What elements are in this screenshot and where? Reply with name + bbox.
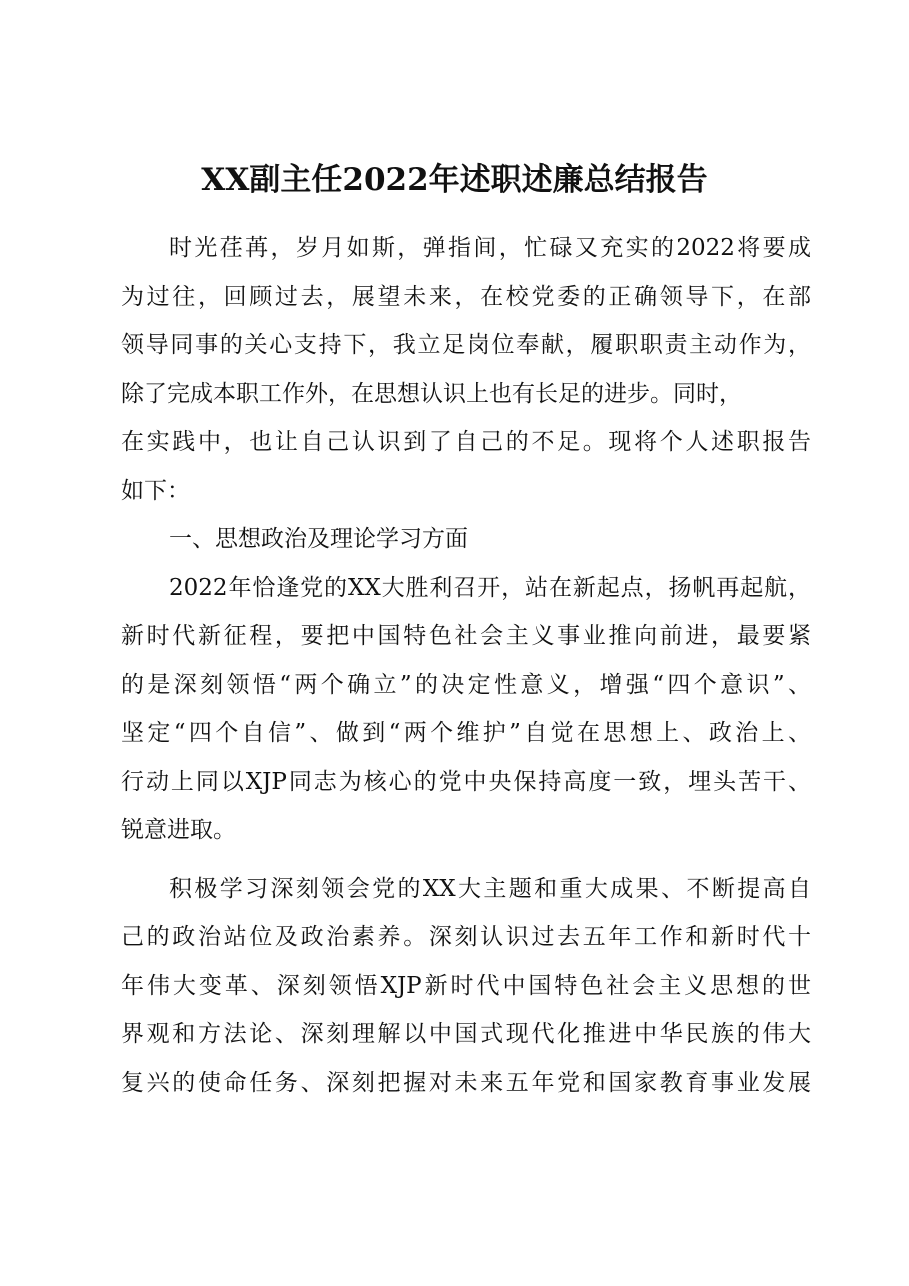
text-line: 新时代新征程，要把中国特色社会主义事业推向前进，最要紧 <box>121 623 811 649</box>
section-heading-text: 一、思想政治及理论学习方面 <box>169 526 468 552</box>
text-line: 复兴的使命任务、深刻把握对未来五年党和国家教育事业发展 <box>121 1069 811 1096</box>
document-body <box>121 224 811 1107</box>
paragraph-political <box>121 564 811 855</box>
text-line: 己的政治站位及政治素养。深刻认识过去五年工作和新时代十 <box>121 924 811 950</box>
text-line: 时光荏苒，岁月如斯，弹指间，忙碌又充实的2022将要成 <box>169 235 811 261</box>
text-line: 行动上同以XJP同志为核心的党中央保持高度一致，埋头苦干、 <box>121 768 811 795</box>
text-line: 2022年恰逢党的XX大胜利召开，站在新起点，扬帆再起航， <box>169 574 811 601</box>
text-line: 积极学习深刻领会党的XX大主题和重大成果、不断提高自 <box>169 875 811 902</box>
text-line: 除了完成本职工作外，在思想认识上也有长足的进步。同时， <box>121 380 742 407</box>
paragraph-study <box>121 865 811 1108</box>
text-line: 如下： <box>121 477 190 504</box>
text-line: 界观和方法论、深刻理解以中国式现代化推进中华民族的伟大 <box>121 1021 811 1047</box>
text-line: 年伟大变革、深刻领悟XJP新时代中国特色社会主义思想的世 <box>121 972 811 999</box>
text-line: 锐意进取。 <box>121 817 236 843</box>
section-heading <box>121 515 811 564</box>
text-line: 为过往，回顾过去，展望未来，在校党委的正确领导下，在部 <box>121 283 811 310</box>
text-line: 在实践中，也让自己认识到了自己的不足。现将个人述职报告 <box>121 429 811 455</box>
text-line: 坚定“四个自信”、做到“两个维护”自觉在思想上、政治上、 <box>121 720 811 746</box>
paragraph-spacer <box>121 855 811 865</box>
text-line: 领导同事的关心支持下，我立足岗位奉献，履职职责主动作为， <box>121 332 811 358</box>
document-title: XX副主任2022年述职述廉总结报告 <box>201 162 708 198</box>
text-line: 的是深刻领悟“两个确立”的决定性意义，增强“四个意识”、 <box>121 671 811 698</box>
paragraph-intro <box>121 224 811 515</box>
